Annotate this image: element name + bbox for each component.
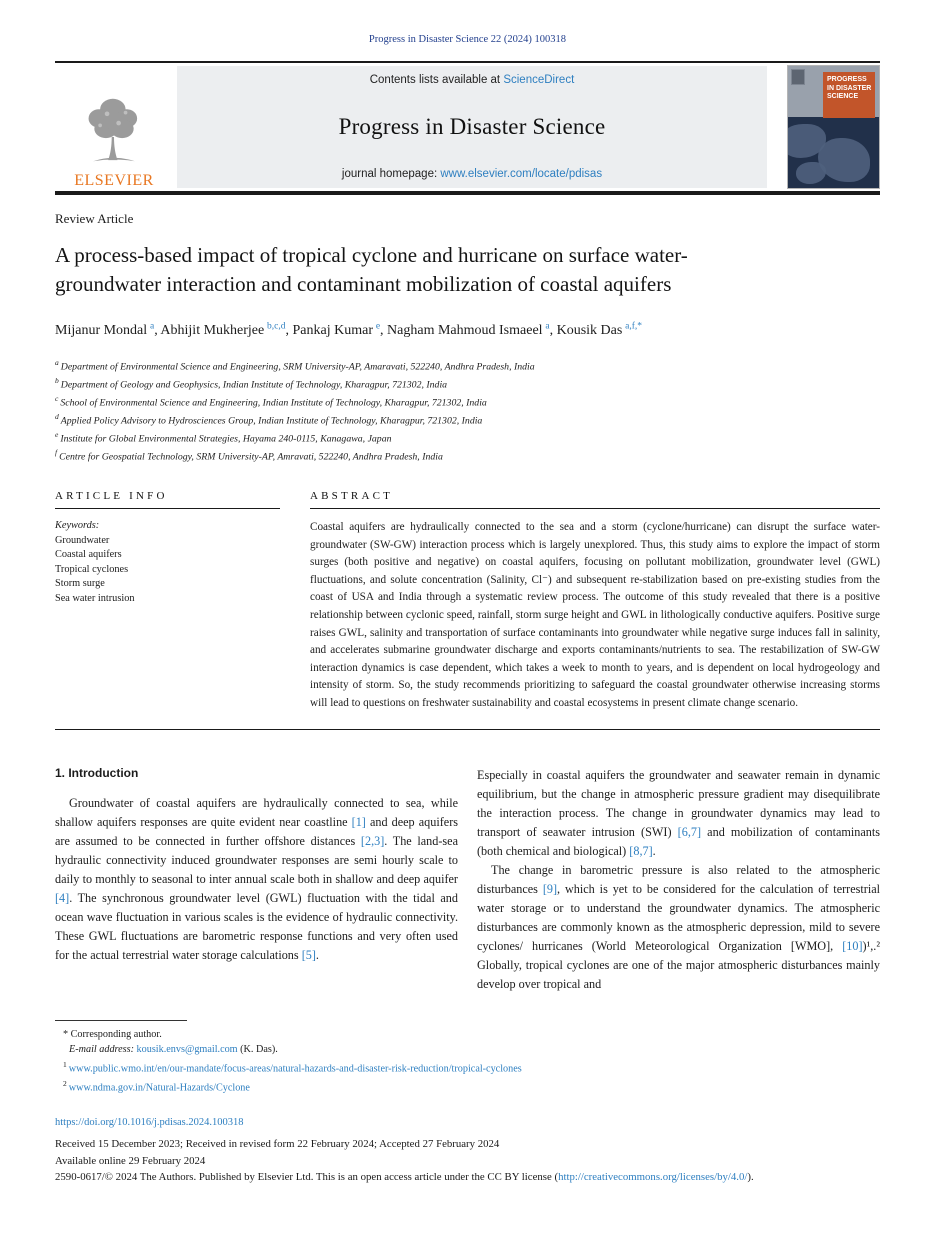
body-paragraph: Especially in coastal aquifers the groundwater and seawater remain in dynamic equilibrium, but the change in atmospheric pressure gradient may disequilibrate the interaction process. The change in groundwater dynamics may lead to transport of seawater intrusion (SWI) [6,7] and mobilization of contaminants (both chemical and biological) [8,7].: [477, 767, 880, 858]
cover-title-line1: PROGRESS: [827, 76, 867, 83]
body-paragraph: The change in barometric pressure is also related to the atmospheric disturbances [9], which is yet to be considered for the calculation of terrestrial water storage or to understand the groundwater dynamics. The atmospheric disturbances are commonly known as the atmospheric depression, mild to severe cyclones/ hurricanes (World Meteorological Organization [WMO], [10])¹,.² Globally, tropical cyclones are one of the major atmospheric disturbances mainly develop over tropical and: [477, 862, 881, 991]
keyword: Tropical cyclones: [55, 563, 129, 575]
cover-title-line3: SCIENCE: [827, 93, 859, 100]
author-sup[interactable]: a: [545, 321, 550, 331]
citation-link[interactable]: [5]: [301, 947, 316, 962]
cover-title-block: [823, 72, 875, 118]
article-info-heading: ARTICLE INFO: [55, 490, 168, 503]
keyword: Coastal aquifers: [55, 549, 122, 561]
author: [55, 323, 160, 338]
corresponding-author-note: * Corresponding author.: [63, 1028, 162, 1040]
banner-center: [177, 66, 767, 188]
left-column: [55, 766, 458, 994]
article-info-column: [55, 490, 280, 713]
affiliation-list: [55, 356, 880, 464]
email-label: E-mail address:: [69, 1043, 134, 1055]
author-sup[interactable]: e: [375, 321, 381, 331]
footnote-2: [55, 1076, 880, 1095]
author-name: Kousik Das: [556, 322, 623, 338]
affiliation: $^f$ Centre for Geospatial Technology, SRM University-AP, Amravati, 522240, Andhra Pradesh, India: [55, 447, 443, 463]
affiliation: $^d$ Applied Policy Advisory to Hydrosciences Group, Indian Institute of Technology, Kharagpur, 721302, India: [55, 411, 483, 427]
author-name: Pankaj Kumar: [292, 322, 373, 338]
body-columns: [55, 766, 880, 994]
email-link[interactable]: kousik.envs@gmail.com: [136, 1043, 238, 1055]
copyright-suffix: ).: [747, 1171, 754, 1184]
affiliation: $^a$ Department of Environmental Science and Engineering, SRM University-AP, Amaravati, 522240, Andhra Pradesh, India: [55, 357, 535, 372]
right-column: [477, 766, 880, 994]
rule: [55, 729, 880, 730]
author-name: Nagham Mahmoud Ismaeel: [387, 322, 543, 338]
doi-line: [55, 1117, 880, 1128]
footnote-rule: [55, 1020, 187, 1021]
info-abstract-section: [55, 490, 880, 713]
rule: [310, 508, 880, 509]
citation-link[interactable]: [4]: [55, 890, 70, 905]
author-name: Abhijit Mukherjee: [160, 322, 265, 338]
cover-map-shape: [796, 162, 826, 184]
keyword: Sea water intrusion: [55, 592, 135, 604]
received-line: Received 15 December 2023; Received in revised form 22 February 2024; Accepted 27 February 2024: [55, 1138, 500, 1151]
citation-link[interactable]: [2,3]: [360, 833, 385, 848]
footnote-marker: 1: [63, 1059, 67, 1069]
author-name: Mijanur Mondal: [55, 322, 148, 338]
footnote-2-link[interactable]: www.ndma.gov.in/Natural-Hazards/Cyclone: [68, 1082, 250, 1094]
citation-link[interactable]: [8,7]: [629, 843, 653, 858]
author: [293, 323, 388, 338]
journal-homepage-link[interactable]: www.elsevier.com/locate/pdisas: [440, 168, 603, 180]
copyright-prefix: 2590-0617/© 2024 The Authors. Published by Elsevier Ltd. This is an open access article under the CC BY license (: [55, 1171, 559, 1184]
article-title: A process-based impact of tropical cyclone and hurricane on surface water-groundwater interaction and contaminant mobilization of coastal aquifers: [55, 243, 688, 296]
elsevier-tree-icon-svg: [79, 93, 149, 167]
footnote-1-link[interactable]: www.public.wmo.int/en/our-mandate/focus-areas/natural-hazards-and-disaster-risk-reduction/tropical-cyclones: [68, 1062, 522, 1074]
doi-link[interactable]: https://doi.org/10.1016/j.pdisas.2024.100318: [55, 1117, 244, 1129]
abstract-column: [310, 490, 880, 713]
citation-link[interactable]: [1]: [351, 814, 366, 829]
affiliation: $^c$ School of Environmental Science and Engineering, Indian Institute of Technology, Kharagpur, 721302, India: [55, 393, 487, 409]
keyword: Groundwater: [55, 534, 110, 546]
journal-cover-thumbnail[interactable]: [787, 65, 880, 189]
contents-line-prefix: Contents lists available at: [369, 74, 504, 86]
author: [387, 323, 557, 338]
keyword: Storm surge: [55, 578, 105, 590]
abstract-text: Coastal aquifers are hydraulically connected to the sea and a storm (cyclone/hurricane) can disrupt the surface water-groundwater (SW-GW) interaction process which is largely unexplored. Thus, this study aims to explore the impact of storm surges (both positive and negative) on coastal aquifers, focusing on pollutant mobilization, groundwater level (GWL) fluctuations, and solute concentration (Salinity, Cl⁻) and subsequent re-stabilization based on pre-existing studies from the coast of USA and India through a systematic review process. The outcome of this study revealed that there is a positive relationship between cyclonic speed, rainfall, storm surge height and GWL in lithologically conductive aquifers. Positive surge raises GWL, salinity and transportation of surface contaminants into groundwater while negative surge induces fall in salinity, and accelerates submarine groundwater discharge and exports contaminants/nutrients to sea. The restabilization of SW-GW interaction dynamics is case dependent, which takes a week to month to years, and is dependent on local hydrogeology and intensity of storm. So, the study recommends prioritizing to safeguard the coastal groundwater otherwise increasing storms will lead to questions on freshwater sustainability and coastal ecosystems in present climate change scenario.: [310, 521, 880, 709]
footnote-1: [55, 1057, 880, 1076]
citation-link[interactable]: [10]: [842, 938, 863, 953]
cover-title-line2: IN DISASTER: [827, 84, 872, 92]
author: [557, 323, 642, 338]
journal-title: Progress in Disaster Science: [338, 114, 606, 139]
cover-elsevier-mini-logo-icon: [791, 69, 805, 85]
footnote-marker: 2: [63, 1078, 67, 1088]
author-sup[interactable]: a,f,*: [625, 321, 643, 331]
citation-link[interactable]: [9]: [542, 881, 558, 896]
elsevier-wordmark: ELSEVIER: [74, 172, 154, 189]
citation-link[interactable]: [6,7]: [677, 824, 702, 839]
homepage-prefix: journal homepage:: [341, 168, 441, 180]
elsevier-logo[interactable]: [55, 63, 173, 191]
body-paragraph: Groundwater of coastal aquifers are hydraulically connected to sea, while shallow aquifers responses are quite evident near coastline [1] and deep aquifers are assumed to be connected in further offshore distances [2,3]. The land-sea hydraulic connectivity induced groundwater responses are semi hourly scale to daily to monthly to seasonal to inter annual scale both in shallow and deep aquifer [4]. The synchronous groundwater level (GWL) fluctuation with the tidal and ocean wave fluctuation in various scales is the evidence of hydraulic connectivity. These GWL fluctuations are barometric response functions and very often used for the actual terrestrial water storage calculations [5].: [55, 795, 458, 962]
abstract-heading: ABSTRACT: [310, 490, 394, 503]
cover-map-shape: [818, 138, 870, 182]
author-list: [55, 315, 725, 342]
running-head: Progress in Disaster Science 22 (2024) 100318: [368, 34, 567, 45]
section-heading-introduction: 1. Introduction: [55, 765, 139, 780]
journal-banner: [55, 61, 880, 195]
email-suffix: (K. Das).: [237, 1043, 278, 1055]
author: [160, 323, 292, 338]
sciencedirect-link[interactable]: ScienceDirect: [503, 74, 575, 86]
keywords-label: Keywords:: [55, 520, 100, 532]
rule: [55, 508, 280, 509]
elsevier-tree-icon: [79, 93, 149, 172]
email-note: [55, 1042, 880, 1057]
homepage-line: [187, 168, 757, 180]
affiliation: $^b$ Department of Geology and Geophysics, Indian Institute of Technology, Kharagpur, 721302, India: [55, 375, 448, 390]
available-online-line: Available online 29 February 2024: [55, 1154, 206, 1167]
contents-line: [187, 74, 757, 86]
affiliation: $^e$ Institute for Global Environmental Strategies, Hayama 240-0115, Kanagawa, Japan: [55, 429, 392, 445]
author-sup[interactable]: b,c,d: [267, 321, 286, 331]
license-link[interactable]: http://creativecommons.org/licenses/by/4.0/: [558, 1171, 748, 1184]
copyright-line: [55, 1169, 880, 1186]
article-type-label: Review Article: [55, 211, 134, 226]
author-sup[interactable]: a: [149, 321, 155, 331]
